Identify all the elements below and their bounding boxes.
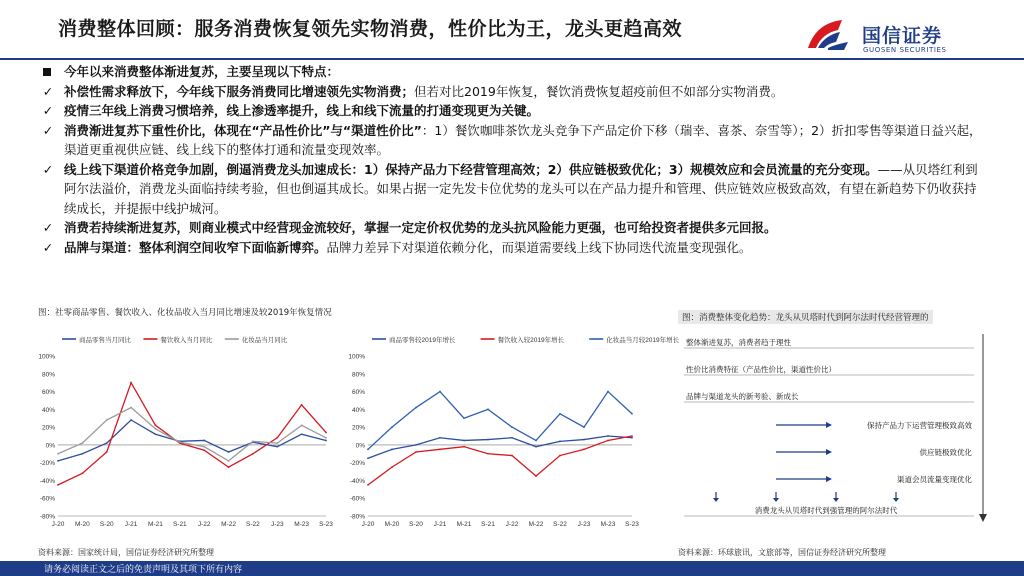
data-point <box>559 455 561 457</box>
source-note-right: 资料来源：环球旅讯，文旅部等，国信证券经济研究所整理 <box>678 548 886 557</box>
data-point <box>301 424 303 426</box>
x-tick-label: M-22 <box>221 521 236 528</box>
logo-text-en: GUOSEN SECURITIES <box>863 46 947 54</box>
x-tick-label: J-22 <box>505 521 519 528</box>
legend-label: 商品零售较2019年增长 <box>389 337 456 344</box>
data-point <box>631 413 633 415</box>
bullet-item <box>38 82 988 102</box>
y-tick-label: 0% <box>45 442 55 450</box>
data-point <box>57 453 59 455</box>
data-point <box>391 466 393 468</box>
y-tick-label: -60% <box>349 495 365 503</box>
x-tick-label: J-21 <box>433 521 447 528</box>
data-point <box>130 419 132 421</box>
square-bullet-icon <box>43 68 51 76</box>
x-tick-label: S-20 <box>99 521 114 528</box>
data-point <box>583 448 585 450</box>
data-point <box>415 407 417 409</box>
legend-label: 化妆品当月同比 <box>241 337 288 344</box>
flow-arrow-right-icon <box>826 476 832 482</box>
y-tick-label: -80% <box>349 513 365 521</box>
flow-step-label: 整体渐进复苏，消费者趋于理性 <box>686 338 791 347</box>
data-point <box>228 460 230 462</box>
flow-arrow-right-icon <box>826 422 832 428</box>
y-tick-label: -40% <box>349 477 365 485</box>
bullet-strong: 线上线下渠道价格竞争加剧，倒逼消费龙头加速成长：1）保持产品力下经营管理高效；2）供应链极致优化；3）规模效应和会员流量的充分变现。 <box>64 161 878 177</box>
flow-step-label: 渠道会员流量变现优化 <box>897 475 972 484</box>
x-tick-label: J-23 <box>270 521 284 528</box>
x-tick-label: J-23 <box>577 521 591 528</box>
flow-arrow-down-icon <box>713 498 719 502</box>
bullet-text: ——从贝塔红利到阿尔法溢价，消费龙头面临持续考验，但也倒逼其成长。如果占据一定先发卡位优势的龙头可以在产品力提升和管理、供应链效应极致高效，有望在新趋势下仍收获持续成长，并提振中线护城河。 <box>64 161 978 216</box>
data-point <box>607 391 609 393</box>
series-line <box>368 436 632 485</box>
data-point <box>607 440 609 442</box>
data-point <box>325 437 327 439</box>
header <box>0 0 1024 58</box>
y-tick-label: -20% <box>349 460 365 468</box>
bullet-item <box>38 121 988 160</box>
check-mark-icon: ✓ <box>42 83 54 99</box>
data-point <box>130 382 132 384</box>
x-tick-label: M-21 <box>456 521 472 528</box>
y-tick-label: 60% <box>41 389 55 397</box>
data-point <box>487 439 489 441</box>
bullet-strong: 消费渐进复苏下重性价比，体现在“产品性价比”与“渠道性价比” <box>64 122 422 138</box>
y-tick-label: -40% <box>39 477 55 485</box>
x-tick-label: M-22 <box>528 521 544 528</box>
x-tick-label: S-21 <box>172 521 187 528</box>
x-tick-label: M-20 <box>74 521 90 528</box>
figure-caption-right: 图：消费整体变化趋势：龙头从贝塔时代到阿尔法时代经营管理的 <box>678 310 933 324</box>
data-point <box>57 460 59 462</box>
data-point <box>325 432 327 434</box>
data-point <box>301 433 303 435</box>
data-point <box>463 446 465 448</box>
data-point <box>439 391 441 393</box>
data-point <box>367 484 369 486</box>
page-title: 消费整体回顾：服务消费恢复领先实物消费，性价比为王，龙头更趋高效 <box>58 18 683 40</box>
series-line <box>58 408 326 461</box>
x-tick-label: S-23 <box>319 521 333 528</box>
series-line <box>368 392 632 450</box>
footer-bar <box>0 561 1024 576</box>
data-point <box>535 475 537 477</box>
check-mark-icon: ✓ <box>42 239 54 255</box>
y-tick-label: -80% <box>39 513 55 521</box>
x-tick-label: S-23 <box>625 521 639 528</box>
data-point <box>81 442 83 444</box>
bullet-strong: 疫情三年线上消费习惯培养，线上渗透率提升，线上和线下流量的打通变现更为关键。 <box>64 103 540 118</box>
y-tick-label: -60% <box>39 495 55 503</box>
bullet-strong: 消费若持续渐进复苏，则商业模式中经营现金流较好，掌握一定定价权优势的龙头抗风险能力更强，也可给投资者提供多元回报。 <box>64 220 777 235</box>
x-tick-label: S-22 <box>246 521 260 528</box>
data-point <box>511 437 513 439</box>
data-point <box>81 472 83 474</box>
company-logo <box>804 18 984 60</box>
flow-step-label: 消费龙头从贝塔时代到强管理的阿尔法时代 <box>754 506 898 515</box>
data-point <box>487 453 489 455</box>
data-point <box>559 413 561 415</box>
flow-arrow-down-icon <box>773 498 779 502</box>
bullet-intro <box>38 62 988 82</box>
data-point <box>203 446 205 448</box>
data-point <box>252 453 254 455</box>
bullet-strong: 补偿性需求释放下，今年线下服务消费同比增速领先实物消费； <box>64 83 415 99</box>
data-point <box>463 440 465 442</box>
check-mark-icon: ✓ <box>42 103 54 118</box>
data-point <box>106 451 108 453</box>
data-point <box>203 449 205 451</box>
data-point <box>276 446 278 448</box>
flow-step-label: 供应链极致优化 <box>919 448 972 457</box>
data-point <box>391 426 393 428</box>
data-point <box>203 440 205 442</box>
y-tick-label: 20% <box>351 424 365 432</box>
bullet-text: ：1）餐饮咖啡茶饮龙头竞争下产品定价下移（瑞幸、喜茶、奈雪等）；2）折扣零售等渠道日益兴起，渠道更重视供应链、线上线下的整体打通和流量变现效率。 <box>64 122 982 157</box>
line-chart-yoy <box>36 330 332 530</box>
data-point <box>155 433 157 435</box>
data-point <box>252 440 254 442</box>
y-tick-label: -20% <box>39 460 55 468</box>
y-tick-label: 60% <box>351 389 365 397</box>
logo-text-cn: 国信证券 <box>862 25 943 47</box>
data-point <box>607 435 609 437</box>
flow-step-label: 性价比消费特征（产品性价比，渠道性价比） <box>686 365 836 374</box>
logo-mark-icon <box>804 18 856 52</box>
data-point <box>559 440 561 442</box>
y-tick-label: 0% <box>355 442 365 450</box>
y-tick-label: 40% <box>41 406 55 414</box>
legend-label: 餐饮收入当月同比 <box>160 337 213 344</box>
flow-arrow-down-icon <box>979 514 987 522</box>
bullet-text: 今年以来消费整体渐进复苏，主要呈现以下特点： <box>64 64 340 79</box>
data-point <box>583 426 585 428</box>
trend-flow-diagram <box>676 326 996 538</box>
bullet-text: 但若对比2019年恢复，餐饮消费恢复超疫前但不如部分实物消费。 <box>414 83 784 99</box>
footer-disclaimer: 请务必阅读正文之后的免责声明及其项下所有内容 <box>44 565 243 575</box>
data-point <box>511 426 513 428</box>
x-tick-label: S-21 <box>481 521 495 528</box>
x-tick-label: J-20 <box>51 521 65 528</box>
legend-label: 餐饮收入较2019年增长 <box>497 337 565 344</box>
data-point <box>57 484 59 486</box>
data-point <box>511 455 513 457</box>
legend-label: 商品零售当月同比 <box>79 337 131 344</box>
check-mark-icon: ✓ <box>42 161 54 177</box>
data-point <box>276 442 278 444</box>
data-point <box>415 451 417 453</box>
source-note-left: 资料来源：国家统计局，国信证券经济研究所整理 <box>38 548 214 557</box>
bullet-text: 品牌力差异下对渠道依赖分化，而渠道需要线上线下协同迭代流量变现强化。 <box>326 239 752 255</box>
bullet-item <box>38 218 988 238</box>
x-tick-label: M-21 <box>148 521 163 528</box>
flow-step-label: 品牌与渠道龙头的新考验、新成长 <box>686 392 799 401</box>
x-tick-label: M-23 <box>600 521 616 528</box>
data-point <box>130 407 132 409</box>
x-tick-label: S-22 <box>553 521 567 528</box>
data-point <box>631 435 633 437</box>
data-point <box>228 466 230 468</box>
x-tick-label: M-23 <box>294 521 310 528</box>
data-point <box>367 457 369 459</box>
y-tick-label: 80% <box>351 371 365 379</box>
bullet-item <box>38 101 988 121</box>
data-point <box>439 437 441 439</box>
y-tick-label: 40% <box>351 406 365 414</box>
x-tick-label: M-20 <box>384 521 400 528</box>
x-tick-label: J-20 <box>361 521 375 528</box>
flow-arrow-right-icon <box>826 449 832 455</box>
data-point <box>179 441 181 443</box>
data-point <box>535 440 537 442</box>
y-tick-label: 100% <box>38 353 55 361</box>
figure-caption-left: 图：社零商品零售、餐饮收入、化妆品收入当月同比增速及较2019年恢复情况 <box>38 308 332 318</box>
data-point <box>367 448 369 450</box>
data-point <box>583 439 585 441</box>
y-tick-label: 100% <box>348 353 365 361</box>
bullet-item <box>38 160 988 219</box>
data-point <box>487 408 489 410</box>
x-tick-label: S-20 <box>409 521 423 528</box>
flow-arrow-down-icon <box>833 498 839 502</box>
data-point <box>228 451 230 453</box>
flow-arrow-down-icon <box>893 498 899 502</box>
flow-step-label: 保持产品力下运营管理极致高效 <box>867 421 972 430</box>
data-point <box>535 446 537 448</box>
data-point <box>439 448 441 450</box>
data-point <box>81 453 83 455</box>
data-point <box>155 428 157 430</box>
y-tick-label: 20% <box>41 424 55 432</box>
check-mark-icon: ✓ <box>42 122 54 138</box>
bullet-list <box>38 62 988 257</box>
data-point <box>106 442 108 444</box>
data-point <box>391 448 393 450</box>
check-mark-icon: ✓ <box>42 220 54 235</box>
data-point <box>106 419 108 421</box>
x-tick-label: J-21 <box>124 521 138 528</box>
line-chart-vs-2019 <box>346 330 680 530</box>
x-tick-label: J-22 <box>197 521 211 528</box>
legend-label: 化妆品当月较2019年增长 <box>606 337 680 344</box>
data-point <box>325 440 327 442</box>
data-point <box>631 437 633 439</box>
data-point <box>301 404 303 406</box>
data-point <box>155 424 157 426</box>
data-point <box>276 437 278 439</box>
header-rule <box>0 58 1024 60</box>
bullet-item <box>38 238 988 258</box>
bullet-strong: 品牌与渠道：整体利润空间收窄下面临新博弈。 <box>64 239 327 255</box>
series-line <box>58 383 326 485</box>
data-point <box>415 444 417 446</box>
y-tick-label: 80% <box>41 371 55 379</box>
data-point <box>463 417 465 419</box>
